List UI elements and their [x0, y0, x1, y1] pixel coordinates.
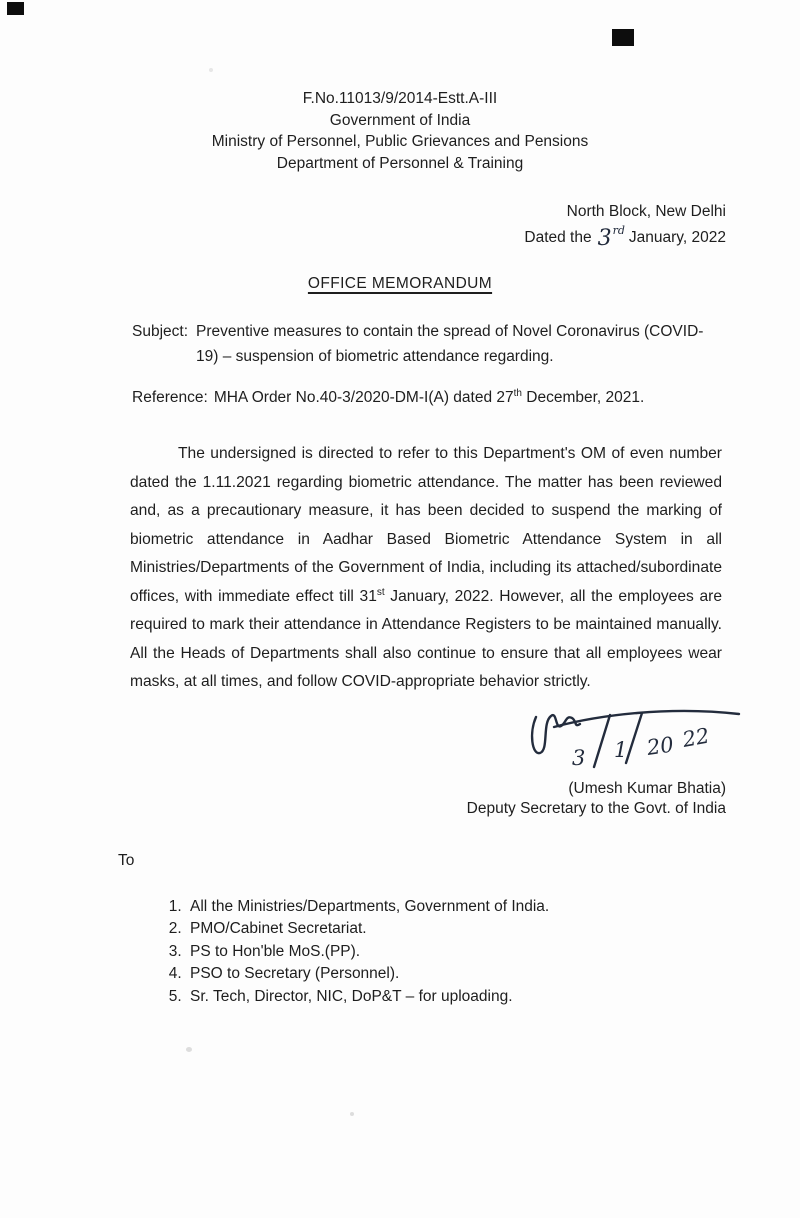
signatory-title: Deputy Secretary to the Govt. of India — [466, 800, 726, 817]
recipient-item: 1. All the Ministries/Departments, Government of India. — [186, 896, 726, 919]
date-prefix: Dated the — [524, 229, 592, 246]
recipient-item: 5. Sr. Tech, Director, NIC, DoP&T – for uploading. — [186, 986, 726, 1009]
signature-scribble — [524, 703, 748, 777]
body-text-end: January, 2022. However, all the employees are required to mark their attendance in Attendance Registers to be maintained manually. All the Heads of Departments shall also continue to ensure that all employees wear masks, at all times, and follow COVID-appropriate behavior strictly. — [130, 587, 722, 690]
body-paragraph — [130, 440, 722, 697]
recipient-item: 4. PSO to Secretary (Personnel). — [186, 963, 726, 986]
signatory-block — [0, 779, 800, 820]
signature-date-part: 20 — [645, 731, 676, 760]
subject-text: Preventive measures to contain the spread of Novel Coronavirus (COVID-19) – suspension of biometric attendance regarding. — [196, 323, 704, 365]
reference-line — [132, 385, 724, 410]
signature-date-part: 3 — [572, 745, 586, 770]
reference-label: Reference: — [132, 389, 208, 406]
reference-text: MHA Order No.40-3/2020-DM-I(A) dated 27 — [213, 389, 514, 406]
body-ordinal-suffix: st — [376, 586, 385, 598]
dateline-block — [130, 200, 726, 251]
body-text: The undersigned is directed to refer to this Department's OM of even number dated the 1.11.2021 regarding biometric attendance. The matter has been reviewed and, as a precautionary measure, it has been decided to suspend the marking of biometric attendance in Aadhar Based Biometric Attendance System in all Ministries/Departments of the Government of India, including its attached/subordinate offices, with immediate effect till 31 — [130, 445, 722, 605]
place-line: North Block, New Delhi — [566, 203, 726, 220]
org-line-department: Department of Personnel & Training — [276, 154, 524, 172]
to-label: To — [118, 851, 135, 869]
scan-speck — [350, 1112, 354, 1116]
reference-text-end: December, 2021. — [521, 389, 645, 406]
memo-title: OFFICE MEMORANDUM — [307, 275, 493, 292]
file-number: F.No.11013/9/2014-Estt.A-III — [302, 90, 498, 107]
recipient-item: 3. PS to Hon'ble MoS.(PP). — [186, 941, 726, 964]
signatory-name: (Umesh Kumar Bhatia) — [568, 779, 726, 797]
recipients-list — [160, 896, 726, 1009]
subject-block — [132, 319, 724, 369]
scan-speck — [186, 1047, 192, 1052]
date-line — [130, 224, 726, 251]
scan-speck — [209, 68, 213, 72]
recipient-item: 2. PMO/Cabinet Secretariat. — [186, 918, 726, 941]
handwritten-day: 3 — [597, 226, 612, 251]
org-line-ministry: Ministry of Personnel, Public Grievances and Pensions — [211, 133, 589, 150]
signature-date-part: 22 — [680, 723, 712, 752]
signature-area — [0, 701, 800, 779]
handwritten-day-suffix: rd — [612, 224, 625, 237]
scan-artifact-top-right — [612, 29, 634, 46]
letterhead — [0, 0, 800, 174]
subject-label: Subject: — [132, 323, 189, 340]
scan-artifact-top-left — [7, 2, 24, 15]
signature-date — [572, 723, 711, 769]
reference-ordinal-suffix: th — [513, 387, 522, 399]
org-line-government: Government of India — [329, 111, 471, 129]
signature-date-part: 1 — [614, 737, 628, 762]
date-rest: January, 2022 — [628, 229, 726, 246]
memo-title-row — [0, 275, 800, 293]
